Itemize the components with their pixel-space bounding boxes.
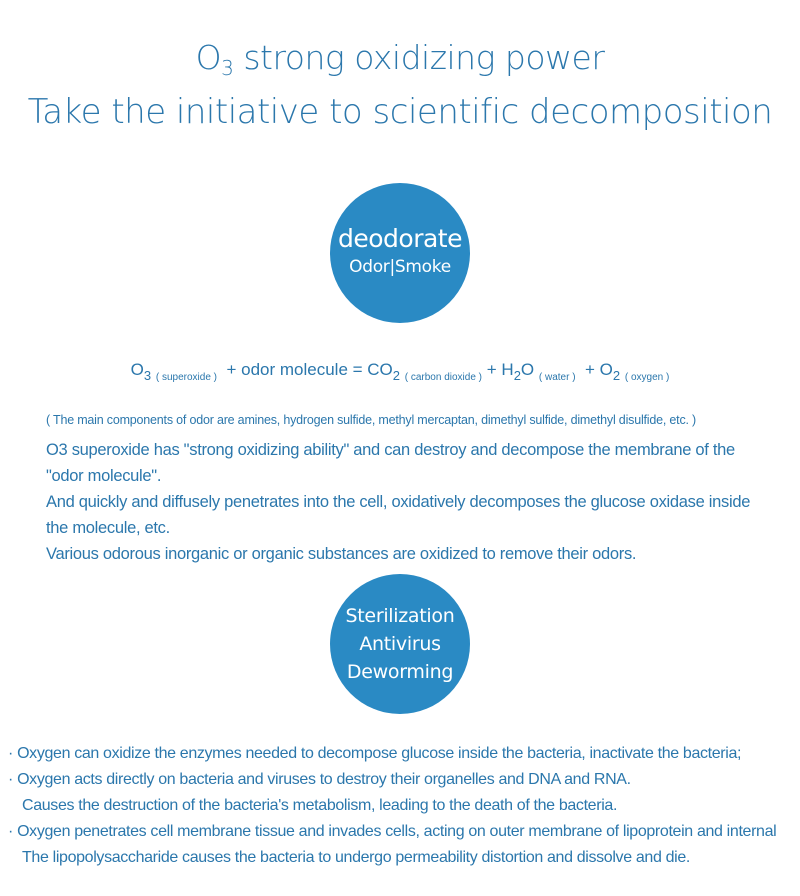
description-line: the molecule, etc. [46,519,170,537]
formula-o2-note: ( oxygen ) [624,372,670,383]
formula-o3-note: ( superoxide ) [155,372,218,383]
formula-co2-note: ( carbon dioxide ) [404,372,483,383]
sterilization-badge [330,574,470,714]
headline-subtitle: Take the initiative to scientific decomposition [27,92,773,132]
formula-plus-o2: + O [585,360,613,379]
formula-o3-sub: 3 [143,368,152,383]
formula-water-o: O [520,360,535,379]
description-line: And quickly and diffusely penetrates into the cell, oxidatively decomposes the glucose oxidase inside [46,493,751,511]
odor-components-note: ( The main components of odor are amines, hydrogen sulfide, methyl mercaptan, dimethyl sulfide, dimethyl disulfide, etc. ) [46,413,697,427]
formula-water-note: ( water ) [538,372,576,383]
formula-o3: O [130,360,144,379]
antivirus-label: Antivirus [359,633,441,655]
bullet-continuation: Causes the destruction of the bacteria's metabolism, leading to the death of the bacteria. [22,797,618,814]
description-line: "odor molecule". [46,467,162,485]
deodorate-title: deodorate [338,223,462,253]
headline-sub-3: 3 [221,56,234,80]
formula-plus-h: + H [486,360,514,379]
sterilization-bullets [8,741,798,871]
headline-rest: strong oxidizing power [243,38,605,77]
bullet-item: · Oxygen penetrates cell membrane tissue and invades cells, acting on outer membrane of lipoprotein and internal [8,823,777,840]
formula-co2-sub: 2 [392,368,401,383]
deodorate-subtitle: Odor|Smoke [349,256,451,277]
formula-h2-sub: 2 [513,368,521,383]
reaction-formula [0,360,800,383]
headline-ozone [0,38,800,80]
sterilization-label: Sterilization [345,605,455,627]
bullet-item: · Oxygen acts directly on bacteria and viruses to destroy their organelles and DNA and RNA. [8,771,631,788]
description-line: Various odorous inorganic or organic substances are oxidized to remove their odors. [46,545,637,563]
description-line: O3 superoxide has "strong oxidizing ability" and can destroy and decompose the membrane of the [46,441,735,459]
bullet-continuation: The lipopolysaccharide causes the bacteria to undergo permeability distortion and dissolve and die. [22,849,690,866]
bullet-item: · Oxygen can oxidize the enzymes needed to decompose glucose inside the bacteria, inactivate the bacteria; [8,745,742,762]
deodorize-description [46,437,786,567]
formula-o2-sub: 2 [612,368,621,383]
deodorate-badge [330,183,470,323]
deworming-label: Deworming [346,661,454,683]
formula-plus-odor: + odor molecule = CO [226,360,393,379]
headline-o: O [195,38,222,77]
